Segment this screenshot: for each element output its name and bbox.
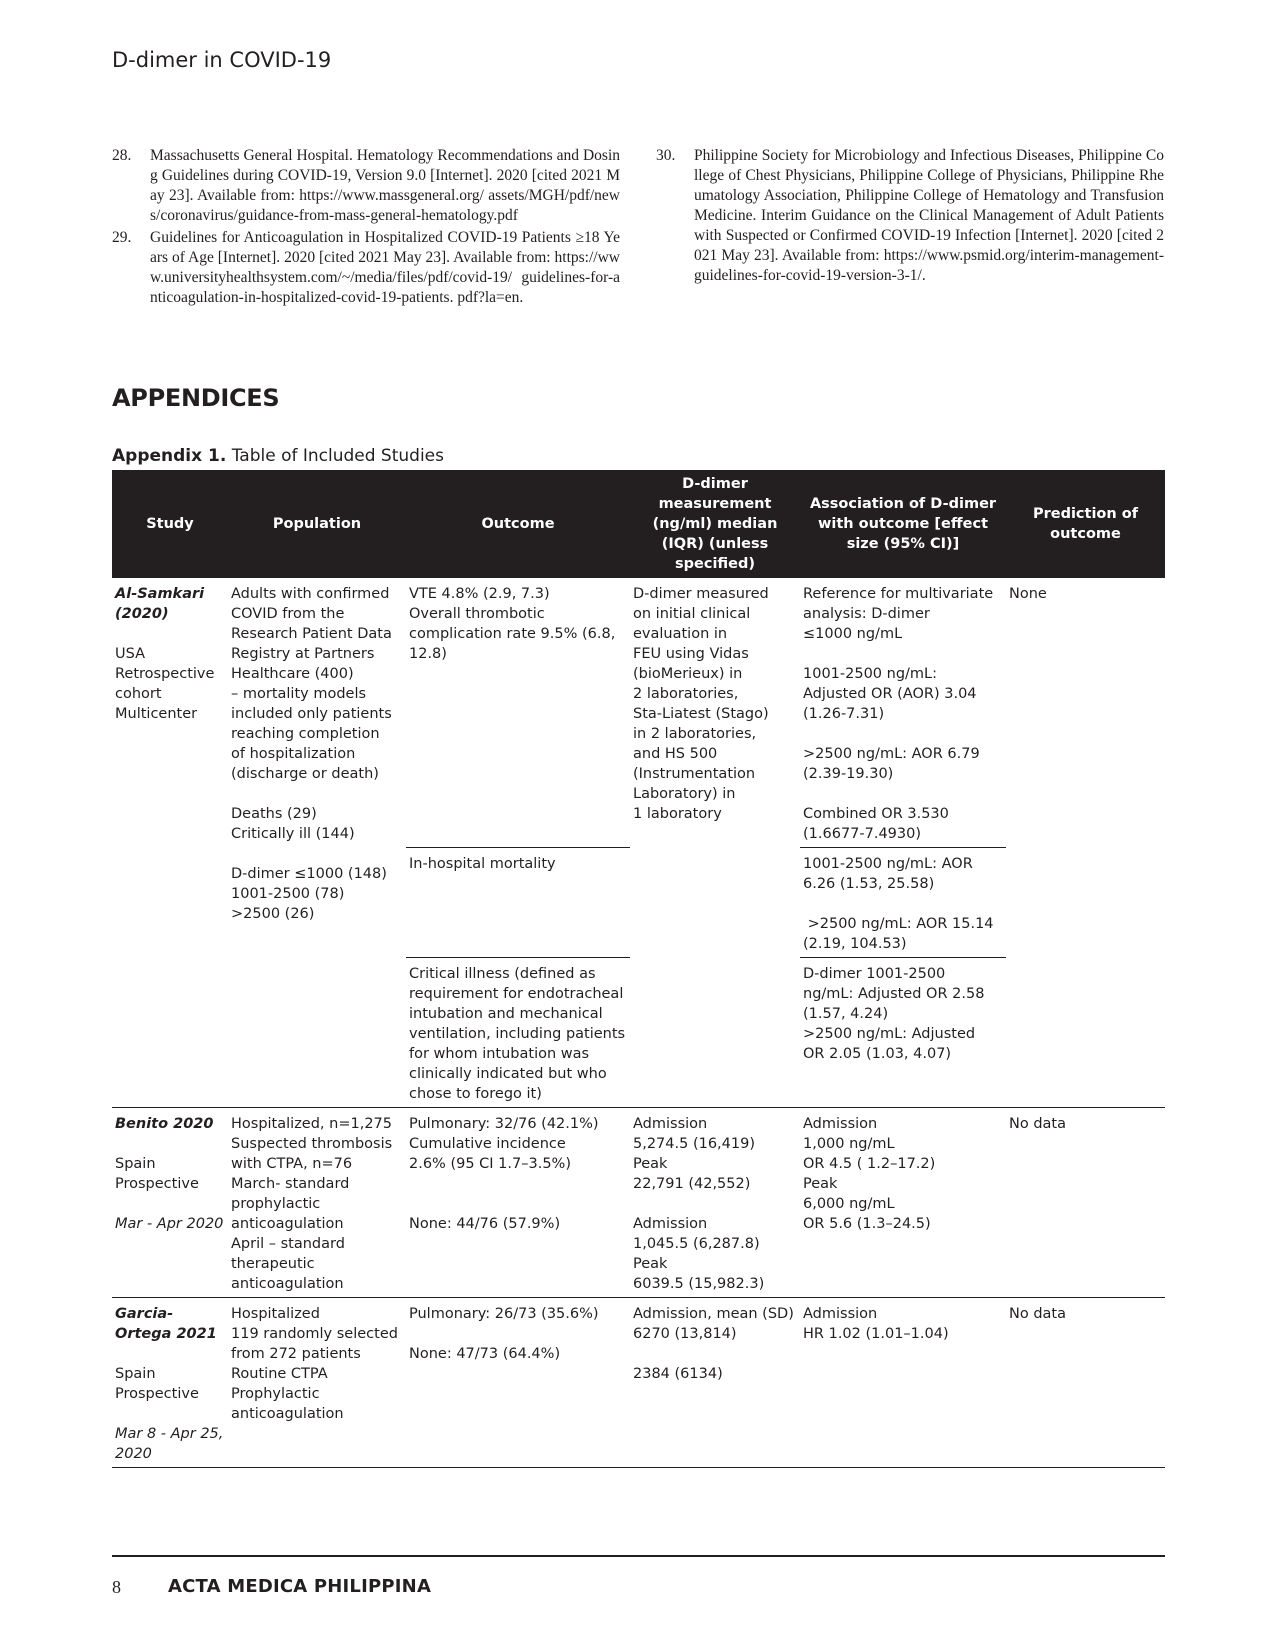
cell-line: of hospitalization	[231, 746, 356, 762]
studies-table-wrapper	[112, 470, 1165, 1468]
cell-line: Combined OR 3.530	[803, 806, 949, 822]
cell-line: Admission, mean (SD)	[633, 1306, 794, 1322]
table-caption-label: Appendix 1.	[112, 446, 227, 466]
journal-name: ACTA MEDICA PHILIPPINA	[168, 1576, 432, 1597]
outcome-cell	[406, 578, 630, 848]
cell-line: therapeutic	[231, 1256, 315, 1272]
cell-line: Healthcare (400)	[231, 666, 354, 682]
cell-line: 12.8)	[409, 646, 447, 662]
column-header-association: Association of D-dimer with outcome [effect size (95% CI)]	[800, 470, 1006, 578]
cell-line: Suspected thrombosis	[231, 1136, 393, 1152]
cell-line	[633, 1194, 797, 1214]
cell-line: 1,045.5 (6,287.8)	[633, 1236, 760, 1252]
cell-line: USA	[115, 646, 146, 662]
cell-line: (1.6677-7.4930)	[803, 826, 922, 842]
cell-line	[633, 1344, 797, 1364]
reference-number: 28.	[112, 147, 132, 164]
population-cell	[228, 578, 406, 1108]
cell-line	[231, 784, 403, 804]
cell-line: Prophylactic	[231, 1386, 320, 1402]
table-caption-text: Table of Included Studies	[226, 446, 444, 466]
cell-line: Pulmonary: 32/76 (42.1%)	[409, 1116, 599, 1132]
cell-line: OR 4.5 ( 1.2–17.2)	[803, 1156, 936, 1172]
table-header-row	[112, 470, 1165, 578]
cell-line: Routine CTPA	[231, 1366, 328, 1382]
cell-line: intubation and mechanical	[409, 1006, 603, 1022]
cell-line: 2.6% (95 CI 1.7–3.5%)	[409, 1156, 571, 1172]
cell-line	[409, 1194, 627, 1214]
cell-line	[231, 844, 403, 864]
cell-line: with CTPA, n=76	[231, 1156, 353, 1172]
cell-line: in 2 laboratories,	[633, 726, 757, 742]
study-dates: Mar - Apr 2020	[115, 1216, 224, 1232]
cell-line: (Instrumentation	[633, 766, 756, 782]
association-cell	[800, 578, 1006, 848]
cell-line	[803, 724, 1003, 744]
prediction-cell: No data	[1006, 1108, 1165, 1298]
cell-line: None: 44/76 (57.9%)	[409, 1216, 561, 1232]
cell-line: Hospitalized, n=1,275	[231, 1116, 392, 1132]
cell-line: 6270 (13,814)	[633, 1326, 737, 1342]
cell-line: In-hospital mortality	[409, 856, 556, 872]
column-header-outcome: Outcome	[406, 470, 630, 578]
appendices-heading: APPENDICES	[112, 384, 280, 412]
study-name: Benito 2020	[115, 1116, 214, 1132]
cell-line: Registry at Partners	[231, 646, 375, 662]
cell-line: (discharge or death)	[231, 766, 379, 782]
column-header-study: Study	[112, 470, 228, 578]
reference-text: Massachusetts General Hospital. Hematology Recommendations and Dosing Guidelines during COVID-19, Version 9.0 [Internet]. 2020 [cited 2021 May 23]. Available from: https://www.massgeneral.org/ assets/MGH/pdf/news/coronavirus/guidance-from-mass-general-hematology.pdf	[150, 147, 620, 224]
cell-line: >2500 (26)	[231, 906, 315, 922]
cell-line: Hospitalized	[231, 1306, 320, 1322]
association-cell	[800, 958, 1006, 1108]
column-header-population: Population	[228, 470, 406, 578]
cell-line: cohort	[115, 686, 162, 702]
cell-line: 1001-2500 (78)	[231, 886, 345, 902]
cell-line: Sta-Liatest (Stago)	[633, 706, 769, 722]
outcome-cell	[406, 848, 630, 958]
cell-line: reaching completion	[231, 726, 380, 742]
cell-line: 1001-2500 ng/mL: AOR	[803, 856, 973, 872]
cell-line: FEU using Vidas	[633, 646, 749, 662]
cell-line: Laboratory) in	[633, 786, 736, 802]
cell-line: Deaths (29)	[231, 806, 317, 822]
cell-line: Admission	[633, 1216, 708, 1232]
study-name: Al-Samkari (2020)	[115, 586, 205, 622]
cell-line: from 272 patients	[231, 1346, 361, 1362]
cell-line: Peak	[803, 1176, 838, 1192]
table-caption	[112, 446, 444, 466]
references-left-column	[112, 146, 620, 310]
cell-line: complication rate 9.5% (6.8,	[409, 626, 616, 642]
association-cell	[800, 848, 1006, 958]
study-details	[115, 1364, 225, 1404]
cell-line: Peak	[633, 1256, 668, 1272]
reference-number: 29.	[112, 229, 132, 246]
reference-text: Guidelines for Anticoagulation in Hospitalized COVID-19 Patients ≥18 Years of Age [Internet]. 2020 [cited 2021 May 23]. Available from: https://www.universityhealthsystem.com/~/media/files/pdf/covid-19/ guidelines-for-anticoagulation-in-hospitalized-covid-19-patients. pdf?la=en.	[150, 229, 620, 306]
cell-line: 1001-2500 ng/mL:	[803, 666, 938, 682]
cell-line: evaluation in	[633, 626, 728, 642]
cell-line: >2500 ng/mL: AOR 6.79	[803, 746, 980, 762]
reference-item	[112, 228, 620, 308]
cell-line: Adjusted OR (AOR) 3.04	[803, 686, 977, 702]
cell-line: Multicenter	[115, 706, 198, 722]
cell-line: Adults with confirmed	[231, 586, 390, 602]
cell-line: ≤1000 ng/mL	[803, 626, 903, 642]
reference-item	[112, 146, 620, 226]
outcome-cell	[406, 1298, 630, 1468]
cell-line: March- standard	[231, 1176, 350, 1192]
cell-line: anticoagulation	[231, 1276, 344, 1292]
table-row	[112, 1298, 1165, 1468]
study-name: Garcia-Ortega 2021	[115, 1306, 217, 1342]
prediction-cell: No data	[1006, 1298, 1165, 1468]
association-cell	[800, 1298, 1006, 1468]
studies-table	[112, 470, 1165, 1468]
cell-line: Critical illness (defined as	[409, 966, 596, 982]
cell-line: Cumulative incidence	[409, 1136, 566, 1152]
cell-line: (2.39-19.30)	[803, 766, 894, 782]
cell-line: anticoagulation	[231, 1216, 344, 1232]
cell-line: 1,000 ng/mL	[803, 1136, 895, 1152]
study-details	[115, 1154, 225, 1194]
cell-line: COVID from the	[231, 606, 345, 622]
cell-line: Pulmonary: 26/73 (35.6%)	[409, 1306, 599, 1322]
cell-line: Prospective	[115, 1176, 199, 1192]
population-cell	[228, 1108, 406, 1298]
cell-line: OR 2.05 (1.03, 4.07)	[803, 1046, 952, 1062]
study-cell	[112, 1298, 228, 1468]
table-row	[112, 578, 1165, 848]
cell-line: prophylactic	[231, 1196, 321, 1212]
study-cell	[112, 578, 228, 1108]
cell-line: anticoagulation	[231, 1406, 344, 1422]
running-title: D-dimer in COVID-19	[112, 48, 332, 72]
cell-line: and HS 500	[633, 746, 718, 762]
cell-line: None: 47/73 (64.4%)	[409, 1346, 561, 1362]
outcome-cell	[406, 1108, 630, 1298]
cell-line: Reference for multivariate	[803, 586, 994, 602]
cell-line: – mortality models	[231, 686, 367, 702]
cell-line	[803, 644, 1003, 664]
cell-line: (1.26-7.31)	[803, 706, 885, 722]
cell-line: >2500 ng/mL: AOR 15.14	[803, 916, 994, 932]
cell-line: clinically indicated but who	[409, 1066, 607, 1082]
cell-line: 1 laboratory	[633, 806, 722, 822]
cell-line: 119 randomly selected	[231, 1326, 398, 1342]
cell-line: April – standard	[231, 1236, 345, 1252]
cell-line: 22,791 (42,552)	[633, 1176, 751, 1192]
cell-line: chose to forego it)	[409, 1086, 542, 1102]
measurement-cell	[630, 1108, 800, 1298]
measurement-cell	[630, 578, 800, 1108]
cell-line: Overall thrombotic	[409, 606, 545, 622]
reference-number: 30.	[656, 147, 676, 164]
reference-text: Philippine Society for Microbiology and Infectious Diseases, Philippine College of Chest Physicians, Philippine College of Physicians, Philippine Rheumatology Association, Philippine College of Hematology and Transfusion Medicine. Interim Guidance on the Clinical Management of Adult Patients with Suspected or Confirmed COVID-19 Infection [Internet]. 2020 [cited 2021 May 23]. Available from: https://www.psmid.org/interim-management-guidelines-for-covid-19-version-3-1/.	[694, 147, 1164, 284]
cell-line: Critically ill (144)	[231, 826, 355, 842]
cell-line: Peak	[633, 1156, 668, 1172]
cell-line: on initial clinical	[633, 606, 751, 622]
page-number: 8	[112, 1577, 121, 1597]
reference-item	[656, 146, 1164, 286]
column-header-ddimer-measurement: D-dimer measurement (ng/ml) median (IQR) (unless specified)	[630, 470, 800, 578]
prediction-cell: None	[1006, 578, 1165, 1108]
cell-line: Spain	[115, 1156, 156, 1172]
cell-line: ng/mL: Adjusted OR 2.58	[803, 986, 985, 1002]
cell-line: (1.57, 4.24)	[803, 1006, 889, 1022]
cell-line: Admission	[633, 1116, 708, 1132]
cell-line: 5,274.5 (16,419)	[633, 1136, 756, 1152]
cell-line: 2 laboratories,	[633, 686, 739, 702]
column-header-prediction: Prediction of outcome	[1006, 470, 1165, 578]
cell-line: for whom intubation was	[409, 1046, 590, 1062]
cell-line	[409, 1324, 627, 1344]
cell-line: D-dimer measured	[633, 586, 769, 602]
cell-line	[803, 894, 1003, 914]
study-details	[115, 644, 225, 724]
outcome-cell	[406, 958, 630, 1108]
cell-line: requirement for endotracheal	[409, 986, 624, 1002]
cell-line: 6,000 ng/mL	[803, 1196, 895, 1212]
cell-line: analysis: D-dimer	[803, 606, 930, 622]
cell-line: >2500 ng/mL: Adjusted	[803, 1026, 976, 1042]
cell-line: Spain	[115, 1366, 156, 1382]
population-cell	[228, 1298, 406, 1468]
cell-line: D-dimer 1001-2500	[803, 966, 946, 982]
references-right-column	[656, 146, 1164, 288]
cell-line: Research Patient Data	[231, 626, 392, 642]
cell-line	[409, 1174, 627, 1194]
cell-line: Prospective	[115, 1386, 199, 1402]
cell-line: 6.26 (1.53, 25.58)	[803, 876, 935, 892]
cell-line: Admission	[803, 1306, 878, 1322]
cell-line: included only patients	[231, 706, 392, 722]
study-cell	[112, 1108, 228, 1298]
cell-line: (2.19, 104.53)	[803, 936, 907, 952]
measurement-cell	[630, 1298, 800, 1468]
cell-line: 6039.5 (15,982.3)	[633, 1276, 765, 1292]
cell-line	[803, 784, 1003, 804]
cell-line: 2384 (6134)	[633, 1366, 723, 1382]
association-cell	[800, 1108, 1006, 1298]
cell-line: OR 5.6 (1.3–24.5)	[803, 1216, 931, 1232]
study-dates: Mar 8 - Apr 25, 2020	[115, 1426, 224, 1462]
cell-line: (bioMerieux) in	[633, 666, 743, 682]
cell-line: VTE 4.8% (2.9, 7.3)	[409, 586, 550, 602]
cell-line: HR 1.02 (1.01–1.04)	[803, 1326, 949, 1342]
cell-line: D-dimer ≤1000 (148)	[231, 866, 387, 882]
cell-line: Admission	[803, 1116, 878, 1132]
footer-rule	[112, 1555, 1165, 1557]
cell-line: Retrospective	[115, 666, 215, 682]
cell-line: ventilation, including patients	[409, 1026, 626, 1042]
table-row	[112, 1108, 1165, 1298]
